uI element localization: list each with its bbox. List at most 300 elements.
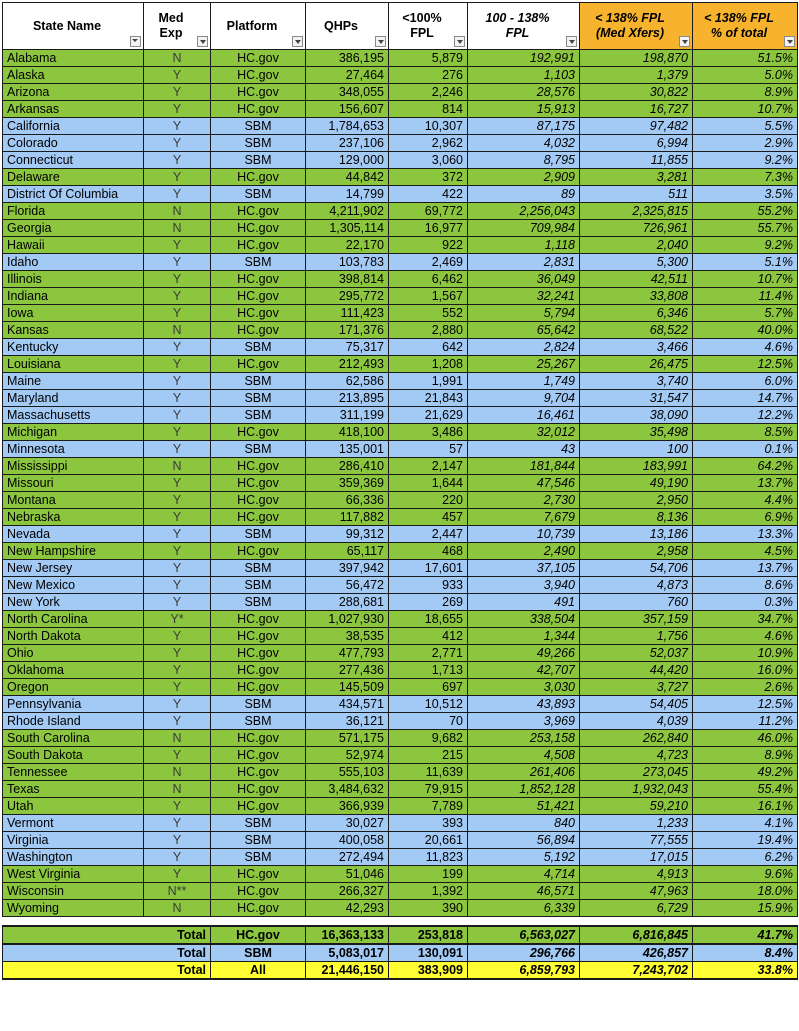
cell-platform[interactable]: HC.gov xyxy=(211,645,306,662)
cell-fpl138[interactable]: 2,824 xyxy=(468,339,580,356)
filter-dropdown-icon[interactable] xyxy=(197,36,208,47)
cell-fpl138[interactable]: 1,344 xyxy=(468,628,580,645)
cell-medx[interactable]: 3,727 xyxy=(580,679,693,696)
cell-platform[interactable]: HC.gov xyxy=(211,475,306,492)
total-fpl100[interactable]: 383,909 xyxy=(389,962,468,980)
cell-qhps[interactable]: 22,170 xyxy=(306,237,389,254)
cell-pct[interactable]: 10.9% xyxy=(693,645,798,662)
cell-medexp[interactable]: Y xyxy=(144,815,211,832)
cell-fpl138[interactable]: 2,831 xyxy=(468,254,580,271)
total-platform[interactable]: All xyxy=(211,962,306,980)
cell-fpl100[interactable]: 11,639 xyxy=(389,764,468,781)
cell-medexp[interactable]: Y xyxy=(144,339,211,356)
cell-qhps[interactable]: 75,317 xyxy=(306,339,389,356)
cell-state[interactable]: Louisiana xyxy=(3,356,144,373)
cell-platform[interactable]: SBM xyxy=(211,339,306,356)
cell-platform[interactable]: HC.gov xyxy=(211,288,306,305)
cell-qhps[interactable]: 212,493 xyxy=(306,356,389,373)
cell-pct[interactable]: 16.1% xyxy=(693,798,798,815)
cell-fpl138[interactable]: 43 xyxy=(468,441,580,458)
cell-fpl138[interactable]: 49,266 xyxy=(468,645,580,662)
cell-fpl138[interactable]: 9,704 xyxy=(468,390,580,407)
cell-state[interactable]: New Mexico xyxy=(3,577,144,594)
cell-state[interactable]: Kentucky xyxy=(3,339,144,356)
cell-fpl100[interactable]: 2,147 xyxy=(389,458,468,475)
cell-fpl138[interactable]: 5,794 xyxy=(468,305,580,322)
cell-medexp[interactable]: N xyxy=(144,458,211,475)
cell-pct[interactable]: 6.0% xyxy=(693,373,798,390)
cell-qhps[interactable]: 386,195 xyxy=(306,50,389,67)
cell-state[interactable]: California xyxy=(3,118,144,135)
cell-medx[interactable]: 6,729 xyxy=(580,900,693,917)
cell-pct[interactable]: 10.7% xyxy=(693,271,798,288)
total-fpl100[interactable]: 253,818 xyxy=(389,926,468,944)
cell-qhps[interactable]: 44,842 xyxy=(306,169,389,186)
cell-platform[interactable]: HC.gov xyxy=(211,662,306,679)
cell-medx[interactable]: 5,300 xyxy=(580,254,693,271)
cell-fpl100[interactable]: 2,880 xyxy=(389,322,468,339)
cell-medx[interactable]: 100 xyxy=(580,441,693,458)
total-pct[interactable]: 8.4% xyxy=(693,944,798,962)
cell-state[interactable]: New Hampshire xyxy=(3,543,144,560)
cell-platform[interactable]: HC.gov xyxy=(211,509,306,526)
cell-medx[interactable]: 4,723 xyxy=(580,747,693,764)
cell-fpl100[interactable]: 2,246 xyxy=(389,84,468,101)
cell-fpl100[interactable]: 20,661 xyxy=(389,832,468,849)
cell-state[interactable]: Oregon xyxy=(3,679,144,696)
cell-pct[interactable]: 8.6% xyxy=(693,577,798,594)
cell-state[interactable]: Kansas xyxy=(3,322,144,339)
cell-pct[interactable]: 5.7% xyxy=(693,305,798,322)
cell-platform[interactable]: SBM xyxy=(211,152,306,169)
cell-state[interactable]: Indiana xyxy=(3,288,144,305)
cell-pct[interactable]: 40.0% xyxy=(693,322,798,339)
cell-qhps[interactable]: 288,681 xyxy=(306,594,389,611)
cell-medexp[interactable]: Y xyxy=(144,543,211,560)
cell-state[interactable]: Vermont xyxy=(3,815,144,832)
cell-fpl138[interactable]: 3,940 xyxy=(468,577,580,594)
cell-fpl100[interactable]: 468 xyxy=(389,543,468,560)
cell-medx[interactable]: 198,870 xyxy=(580,50,693,67)
cell-state[interactable]: Massachusetts xyxy=(3,407,144,424)
cell-medx[interactable]: 2,950 xyxy=(580,492,693,509)
cell-fpl100[interactable]: 933 xyxy=(389,577,468,594)
cell-fpl100[interactable]: 814 xyxy=(389,101,468,118)
cell-fpl100[interactable]: 2,771 xyxy=(389,645,468,662)
cell-fpl100[interactable]: 457 xyxy=(389,509,468,526)
cell-medx[interactable]: 760 xyxy=(580,594,693,611)
cell-state[interactable]: Missouri xyxy=(3,475,144,492)
cell-state[interactable]: Iowa xyxy=(3,305,144,322)
cell-fpl138[interactable]: 65,642 xyxy=(468,322,580,339)
cell-platform[interactable]: SBM xyxy=(211,407,306,424)
cell-qhps[interactable]: 36,121 xyxy=(306,713,389,730)
cell-medx[interactable]: 17,015 xyxy=(580,849,693,866)
total-qhps[interactable]: 21,446,150 xyxy=(306,962,389,980)
cell-pct[interactable]: 13.3% xyxy=(693,526,798,543)
cell-platform[interactable]: HC.gov xyxy=(211,101,306,118)
cell-pct[interactable]: 2.9% xyxy=(693,135,798,152)
cell-fpl138[interactable]: 46,571 xyxy=(468,883,580,900)
cell-medx[interactable]: 26,475 xyxy=(580,356,693,373)
cell-fpl138[interactable]: 6,339 xyxy=(468,900,580,917)
cell-medexp[interactable]: Y xyxy=(144,271,211,288)
cell-qhps[interactable]: 266,327 xyxy=(306,883,389,900)
filter-dropdown-icon[interactable] xyxy=(454,36,465,47)
cell-qhps[interactable]: 348,055 xyxy=(306,84,389,101)
cell-qhps[interactable]: 1,027,930 xyxy=(306,611,389,628)
cell-medx[interactable]: 77,555 xyxy=(580,832,693,849)
cell-platform[interactable]: HC.gov xyxy=(211,747,306,764)
cell-platform[interactable]: SBM xyxy=(211,390,306,407)
cell-medx[interactable]: 35,498 xyxy=(580,424,693,441)
cell-fpl138[interactable]: 36,049 xyxy=(468,271,580,288)
cell-medx[interactable]: 8,136 xyxy=(580,509,693,526)
cell-platform[interactable]: SBM xyxy=(211,560,306,577)
cell-platform[interactable]: HC.gov xyxy=(211,900,306,917)
cell-pct[interactable]: 13.7% xyxy=(693,475,798,492)
total-platform[interactable]: SBM xyxy=(211,944,306,962)
cell-platform[interactable]: HC.gov xyxy=(211,628,306,645)
cell-medexp[interactable]: N xyxy=(144,730,211,747)
cell-pct[interactable]: 6.2% xyxy=(693,849,798,866)
cell-qhps[interactable]: 213,895 xyxy=(306,390,389,407)
total-label[interactable]: Total xyxy=(144,926,211,944)
cell-pct[interactable]: 12.5% xyxy=(693,696,798,713)
cell-fpl138[interactable]: 15,913 xyxy=(468,101,580,118)
cell-pct[interactable]: 16.0% xyxy=(693,662,798,679)
cell-medexp[interactable]: Y xyxy=(144,645,211,662)
cell-platform[interactable]: HC.gov xyxy=(211,781,306,798)
cell-platform[interactable]: HC.gov xyxy=(211,220,306,237)
cell-state[interactable]: Idaho xyxy=(3,254,144,271)
cell-qhps[interactable]: 571,175 xyxy=(306,730,389,747)
cell-fpl100[interactable]: 1,208 xyxy=(389,356,468,373)
cell-pct[interactable]: 12.2% xyxy=(693,407,798,424)
cell-platform[interactable]: SBM xyxy=(211,186,306,203)
cell-fpl100[interactable]: 3,486 xyxy=(389,424,468,441)
cell-medexp[interactable]: Y xyxy=(144,713,211,730)
cell-platform[interactable]: SBM xyxy=(211,441,306,458)
cell-state[interactable]: Mississippi xyxy=(3,458,144,475)
cell-fpl100[interactable]: 5,879 xyxy=(389,50,468,67)
cell-medx[interactable]: 262,840 xyxy=(580,730,693,747)
cell-qhps[interactable]: 418,100 xyxy=(306,424,389,441)
cell-pct[interactable]: 9.2% xyxy=(693,152,798,169)
cell-medexp[interactable]: Y xyxy=(144,492,211,509)
cell-state[interactable]: Minnesota xyxy=(3,441,144,458)
filter-dropdown-icon[interactable] xyxy=(679,36,690,47)
cell-state[interactable]: South Carolina xyxy=(3,730,144,747)
cell-state[interactable]: District Of Columbia xyxy=(3,186,144,203)
cell-fpl100[interactable]: 393 xyxy=(389,815,468,832)
cell-qhps[interactable]: 14,799 xyxy=(306,186,389,203)
cell-qhps[interactable]: 277,436 xyxy=(306,662,389,679)
cell-qhps[interactable]: 397,942 xyxy=(306,560,389,577)
cell-state[interactable]: Maryland xyxy=(3,390,144,407)
cell-medexp[interactable]: N xyxy=(144,900,211,917)
cell-fpl138[interactable]: 32,012 xyxy=(468,424,580,441)
cell-medexp[interactable]: Y xyxy=(144,577,211,594)
cell-qhps[interactable]: 477,793 xyxy=(306,645,389,662)
cell-state[interactable]: Colorado xyxy=(3,135,144,152)
cell-pct[interactable]: 55.4% xyxy=(693,781,798,798)
cell-pct[interactable]: 10.7% xyxy=(693,101,798,118)
cell-medexp[interactable]: Y xyxy=(144,798,211,815)
cell-medx[interactable]: 47,963 xyxy=(580,883,693,900)
cell-qhps[interactable]: 434,571 xyxy=(306,696,389,713)
cell-platform[interactable]: HC.gov xyxy=(211,424,306,441)
cell-platform[interactable]: SBM xyxy=(211,254,306,271)
cell-fpl100[interactable]: 269 xyxy=(389,594,468,611)
cell-medexp[interactable]: Y xyxy=(144,169,211,186)
filter-dropdown-icon[interactable] xyxy=(375,36,386,47)
total-fpl138[interactable]: 296,766 xyxy=(468,944,580,962)
cell-state[interactable]: Florida xyxy=(3,203,144,220)
cell-fpl100[interactable]: 1,392 xyxy=(389,883,468,900)
cell-fpl138[interactable]: 181,844 xyxy=(468,458,580,475)
cell-pct[interactable]: 5.1% xyxy=(693,254,798,271)
cell-qhps[interactable]: 51,046 xyxy=(306,866,389,883)
cell-fpl138[interactable]: 709,984 xyxy=(468,220,580,237)
cell-state[interactable]: Wyoming xyxy=(3,900,144,917)
cell-medexp[interactable]: Y xyxy=(144,305,211,322)
cell-fpl138[interactable]: 261,406 xyxy=(468,764,580,781)
cell-pct[interactable]: 12.5% xyxy=(693,356,798,373)
cell-fpl100[interactable]: 57 xyxy=(389,441,468,458)
cell-platform[interactable]: SBM xyxy=(211,815,306,832)
cell-medx[interactable]: 33,808 xyxy=(580,288,693,305)
cell-fpl138[interactable]: 4,508 xyxy=(468,747,580,764)
cell-state[interactable]: Hawaii xyxy=(3,237,144,254)
cell-medexp[interactable]: Y xyxy=(144,390,211,407)
cell-state[interactable]: New Jersey xyxy=(3,560,144,577)
cell-platform[interactable]: HC.gov xyxy=(211,356,306,373)
cell-fpl138[interactable]: 43,893 xyxy=(468,696,580,713)
cell-medx[interactable]: 357,159 xyxy=(580,611,693,628)
cell-fpl100[interactable]: 1,567 xyxy=(389,288,468,305)
cell-pct[interactable]: 8.9% xyxy=(693,747,798,764)
cell-fpl138[interactable]: 2,256,043 xyxy=(468,203,580,220)
cell-medexp[interactable]: Y xyxy=(144,186,211,203)
cell-qhps[interactable]: 42,293 xyxy=(306,900,389,917)
cell-fpl100[interactable]: 697 xyxy=(389,679,468,696)
cell-fpl100[interactable]: 215 xyxy=(389,747,468,764)
cell-medx[interactable]: 511 xyxy=(580,186,693,203)
sort-filter-icon[interactable] xyxy=(130,36,141,47)
cell-fpl100[interactable]: 1,644 xyxy=(389,475,468,492)
cell-pct[interactable]: 46.0% xyxy=(693,730,798,747)
cell-medexp[interactable]: Y xyxy=(144,407,211,424)
cell-medx[interactable]: 2,325,815 xyxy=(580,203,693,220)
cell-state[interactable]: Alabama xyxy=(3,50,144,67)
cell-state[interactable]: South Dakota xyxy=(3,747,144,764)
cell-qhps[interactable]: 56,472 xyxy=(306,577,389,594)
cell-fpl100[interactable]: 2,469 xyxy=(389,254,468,271)
cell-fpl100[interactable]: 10,512 xyxy=(389,696,468,713)
cell-medx[interactable]: 52,037 xyxy=(580,645,693,662)
cell-pct[interactable]: 55.7% xyxy=(693,220,798,237)
cell-qhps[interactable]: 103,783 xyxy=(306,254,389,271)
cell-qhps[interactable]: 398,814 xyxy=(306,271,389,288)
cell-medexp[interactable]: Y xyxy=(144,662,211,679)
cell-medexp[interactable]: Y xyxy=(144,84,211,101)
cell-medexp[interactable]: Y xyxy=(144,866,211,883)
cell-platform[interactable]: HC.gov xyxy=(211,50,306,67)
cell-pct[interactable]: 8.9% xyxy=(693,84,798,101)
cell-medexp[interactable]: Y xyxy=(144,237,211,254)
cell-medexp[interactable]: Y xyxy=(144,560,211,577)
cell-qhps[interactable]: 30,027 xyxy=(306,815,389,832)
cell-fpl100[interactable]: 412 xyxy=(389,628,468,645)
cell-qhps[interactable]: 4,211,902 xyxy=(306,203,389,220)
cell-medx[interactable]: 6,346 xyxy=(580,305,693,322)
cell-fpl138[interactable]: 2,730 xyxy=(468,492,580,509)
total-fpl138[interactable]: 6,859,793 xyxy=(468,962,580,980)
cell-pct[interactable]: 2.6% xyxy=(693,679,798,696)
cell-medx[interactable]: 42,511 xyxy=(580,271,693,288)
cell-state[interactable]: Arizona xyxy=(3,84,144,101)
cell-platform[interactable]: SBM xyxy=(211,118,306,135)
cell-fpl100[interactable]: 1,713 xyxy=(389,662,468,679)
cell-medexp[interactable]: N xyxy=(144,50,211,67)
cell-pct[interactable]: 4.1% xyxy=(693,815,798,832)
cell-qhps[interactable]: 272,494 xyxy=(306,849,389,866)
cell-pct[interactable]: 0.3% xyxy=(693,594,798,611)
cell-platform[interactable]: HC.gov xyxy=(211,67,306,84)
filter-dropdown-icon[interactable] xyxy=(292,36,303,47)
cell-medx[interactable]: 726,961 xyxy=(580,220,693,237)
cell-pct[interactable]: 49.2% xyxy=(693,764,798,781)
cell-medx[interactable]: 44,420 xyxy=(580,662,693,679)
cell-qhps[interactable]: 38,535 xyxy=(306,628,389,645)
cell-fpl138[interactable]: 3,030 xyxy=(468,679,580,696)
cell-pct[interactable]: 9.6% xyxy=(693,866,798,883)
cell-medexp[interactable]: N** xyxy=(144,883,211,900)
cell-pct[interactable]: 4.6% xyxy=(693,628,798,645)
cell-platform[interactable]: SBM xyxy=(211,373,306,390)
cell-medx[interactable]: 1,756 xyxy=(580,628,693,645)
cell-fpl138[interactable]: 1,749 xyxy=(468,373,580,390)
cell-fpl138[interactable]: 1,103 xyxy=(468,67,580,84)
cell-state[interactable]: New York xyxy=(3,594,144,611)
cell-pct[interactable]: 9.2% xyxy=(693,237,798,254)
cell-fpl138[interactable]: 2,490 xyxy=(468,543,580,560)
cell-state[interactable]: Delaware xyxy=(3,169,144,186)
cell-fpl138[interactable]: 491 xyxy=(468,594,580,611)
cell-platform[interactable]: SBM xyxy=(211,832,306,849)
cell-medx[interactable]: 3,281 xyxy=(580,169,693,186)
cell-fpl138[interactable]: 89 xyxy=(468,186,580,203)
cell-medx[interactable]: 59,210 xyxy=(580,798,693,815)
cell-fpl100[interactable]: 7,789 xyxy=(389,798,468,815)
cell-platform[interactable]: HC.gov xyxy=(211,798,306,815)
cell-platform[interactable]: SBM xyxy=(211,526,306,543)
cell-state[interactable]: Oklahoma xyxy=(3,662,144,679)
cell-platform[interactable]: SBM xyxy=(211,577,306,594)
cell-fpl100[interactable]: 642 xyxy=(389,339,468,356)
cell-medx[interactable]: 13,186 xyxy=(580,526,693,543)
cell-state[interactable]: Montana xyxy=(3,492,144,509)
cell-state[interactable]: West Virginia xyxy=(3,866,144,883)
cell-medx[interactable]: 54,706 xyxy=(580,560,693,577)
cell-state[interactable]: Nevada xyxy=(3,526,144,543)
cell-state[interactable]: Utah xyxy=(3,798,144,815)
cell-medx[interactable]: 6,994 xyxy=(580,135,693,152)
cell-medx[interactable]: 49,190 xyxy=(580,475,693,492)
cell-platform[interactable]: HC.gov xyxy=(211,492,306,509)
cell-medexp[interactable]: Y xyxy=(144,118,211,135)
cell-fpl138[interactable]: 1,852,128 xyxy=(468,781,580,798)
cell-platform[interactable]: HC.gov xyxy=(211,679,306,696)
cell-medx[interactable]: 68,522 xyxy=(580,322,693,339)
cell-medexp[interactable]: Y xyxy=(144,356,211,373)
cell-medexp[interactable]: Y xyxy=(144,475,211,492)
cell-medx[interactable]: 1,379 xyxy=(580,67,693,84)
cell-medexp[interactable]: Y xyxy=(144,696,211,713)
cell-fpl138[interactable]: 8,795 xyxy=(468,152,580,169)
cell-medexp[interactable]: N xyxy=(144,764,211,781)
cell-medexp[interactable]: Y xyxy=(144,101,211,118)
cell-fpl100[interactable]: 3,060 xyxy=(389,152,468,169)
cell-platform[interactable]: HC.gov xyxy=(211,84,306,101)
cell-qhps[interactable]: 65,117 xyxy=(306,543,389,560)
cell-fpl138[interactable]: 4,032 xyxy=(468,135,580,152)
cell-fpl100[interactable]: 9,682 xyxy=(389,730,468,747)
cell-fpl138[interactable]: 32,241 xyxy=(468,288,580,305)
cell-pct[interactable]: 4.6% xyxy=(693,339,798,356)
cell-fpl138[interactable]: 47,546 xyxy=(468,475,580,492)
cell-medx[interactable]: 11,855 xyxy=(580,152,693,169)
cell-pct[interactable]: 19.4% xyxy=(693,832,798,849)
cell-medx[interactable]: 1,932,043 xyxy=(580,781,693,798)
cell-pct[interactable]: 6.9% xyxy=(693,509,798,526)
cell-qhps[interactable]: 400,058 xyxy=(306,832,389,849)
cell-fpl138[interactable]: 87,175 xyxy=(468,118,580,135)
cell-fpl138[interactable]: 37,105 xyxy=(468,560,580,577)
cell-platform[interactable]: HC.gov xyxy=(211,322,306,339)
cell-medx[interactable]: 3,740 xyxy=(580,373,693,390)
cell-fpl138[interactable]: 51,421 xyxy=(468,798,580,815)
cell-fpl100[interactable]: 2,962 xyxy=(389,135,468,152)
cell-platform[interactable]: HC.gov xyxy=(211,458,306,475)
cell-medx[interactable]: 3,466 xyxy=(580,339,693,356)
cell-medx[interactable]: 38,090 xyxy=(580,407,693,424)
cell-pct[interactable]: 51.5% xyxy=(693,50,798,67)
cell-fpl100[interactable]: 372 xyxy=(389,169,468,186)
cell-fpl100[interactable]: 552 xyxy=(389,305,468,322)
cell-medexp[interactable]: N xyxy=(144,203,211,220)
cell-qhps[interactable]: 52,974 xyxy=(306,747,389,764)
cell-medexp[interactable]: N xyxy=(144,322,211,339)
cell-fpl138[interactable]: 25,267 xyxy=(468,356,580,373)
filter-dropdown-icon[interactable] xyxy=(566,36,577,47)
cell-fpl100[interactable]: 220 xyxy=(389,492,468,509)
cell-fpl138[interactable]: 5,192 xyxy=(468,849,580,866)
cell-platform[interactable]: HC.gov xyxy=(211,237,306,254)
cell-platform[interactable]: HC.gov xyxy=(211,764,306,781)
cell-fpl100[interactable]: 69,772 xyxy=(389,203,468,220)
cell-qhps[interactable]: 171,376 xyxy=(306,322,389,339)
cell-qhps[interactable]: 66,336 xyxy=(306,492,389,509)
cell-platform[interactable]: HC.gov xyxy=(211,169,306,186)
cell-pct[interactable]: 4.5% xyxy=(693,543,798,560)
cell-fpl138[interactable]: 253,158 xyxy=(468,730,580,747)
cell-medexp[interactable]: Y xyxy=(144,424,211,441)
cell-medexp[interactable]: Y xyxy=(144,152,211,169)
cell-fpl138[interactable]: 4,714 xyxy=(468,866,580,883)
cell-state[interactable]: Tennessee xyxy=(3,764,144,781)
